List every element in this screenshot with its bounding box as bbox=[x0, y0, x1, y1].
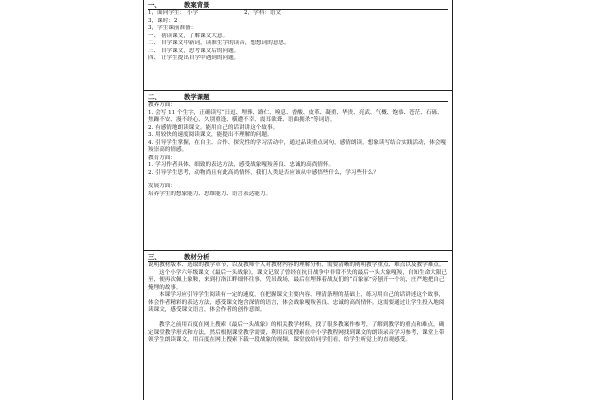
section-heading bbox=[148, 93, 448, 102]
section-background bbox=[144, 1, 452, 63]
section-title: 教案背景 bbox=[184, 1, 210, 9]
section-title: 教学课题 bbox=[184, 93, 210, 101]
knowledge-item: 2. 有感情地朗读课文。能用自己的话讲讲这个故事。 bbox=[148, 124, 279, 131]
education-title: 教育方面： bbox=[148, 154, 176, 161]
material-paragraph: 教学之前用百度在网上搜索《最后一头战象》的相关教学材料，找了很多教案作参考，了解到教学的重点和难点，确定课堂教学形式和方法，然后根据课堂教学需要，利用百度搜索在中小学教程网找到课文的朗读录音学习参考，课堂上带领学生朗读课文，用百度在网上搜索下载一段战象的视频，课堂放给同学们看，给学生听觉上的直观感受。 bbox=[148, 322, 445, 344]
prep-title: 3，学生课前准备： bbox=[148, 25, 197, 31]
knowledge-item: 3. 用较快的速度阅读课文，能提出不理解的问题。 bbox=[148, 132, 273, 138]
list-item: 一、 初读课文，了解课文大意。 bbox=[148, 32, 229, 39]
section-heading bbox=[148, 253, 448, 262]
material-intro: 说明教材版本、选取的教学章节，以及教师个人对教材内容的理解分析，需要清晰的阐明教学重点、难点以及教学难点。 bbox=[148, 262, 445, 268]
growth-text: 培养学生的想象能力、思维能力、语言表达能力。 bbox=[148, 190, 272, 197]
knowledge-item: 4. 引导学生掌握，在自主、合作、探究性的学习活动中，通过品读重点词句，感情朗读，想象读写结合实践活动，体会嘎羧崇高的情感。 bbox=[148, 139, 446, 153]
hours-text: 3，课时：2 bbox=[148, 17, 178, 24]
growth-title: 发展方面： bbox=[148, 183, 176, 189]
list-item: 二、 自学课文中新词，读准生字的读音，想想词的意思。 bbox=[148, 40, 290, 46]
section-number: 三、 bbox=[148, 253, 161, 261]
list-item: 四、 让学生提出自学中遇到的问题。 bbox=[148, 55, 240, 61]
knowledge-item: 1. 会写 11 个生字，正确读写“日逗、埋葬、路仁、嗅息、香酸、皮革、凝重、华贵、亮武、气概、饱恭、苍茫、石砾、焦躁不安、漫不经心、久别重逢、横遭不幸、震耳欲聋、语曲拥杀”等词语。 bbox=[148, 109, 443, 123]
section-number: 一、 bbox=[148, 1, 161, 9]
section-number: 二、 bbox=[148, 93, 161, 101]
education-item: 1. 学习作者具体、细致的表达方法，感受战象嘎羧善良、忠诚的高尚情怀。 bbox=[148, 162, 335, 168]
section-material bbox=[144, 253, 452, 345]
list-item: 三、 自学课文，思考课文后的问题。 bbox=[148, 47, 240, 54]
subject-text: 2，学科：语文 bbox=[244, 10, 282, 16]
material-paragraph: 这个小学六年级课文《最后一头战象》。课文记叙了曾经在抗日战争中非常不失的最后一头大象嘎羧，自知生命大限已至，便再次佩上象鞍，来到打洛江畔细怀往事，凭吊战场，最后在埋葬着战友们的“百象冢”旁刨开一个坑，庄严地把自己掩埋的故事。 bbox=[148, 269, 448, 291]
audience-text: 1，面向学生： 小学 bbox=[148, 10, 199, 16]
section-divider bbox=[144, 250, 452, 251]
lesson-plan-table bbox=[143, 0, 453, 400]
section-heading bbox=[148, 1, 448, 10]
section-topic bbox=[144, 93, 452, 198]
basic-info-row bbox=[148, 10, 448, 18]
knowledge-title: 教养方面： bbox=[148, 102, 176, 108]
section-title: 教材分析 bbox=[184, 253, 210, 261]
education-item: 2. 引导学生思考，动物尚且有此高尚情怀，我们人类是否应该从中感悟些什么，学习些什么？ bbox=[148, 169, 379, 176]
section-divider bbox=[144, 90, 452, 91]
material-paragraph: 本课学习应引导学生阅读有一定的速度，在把握课文主要内容、理清条理的基础上，练习用自己的话讲述这个故事，体会作者精彩的表达方法，感受课文饱含深情的语言，体会战象嘎羧善良、忠诚的高尚情怀。这需要通过让学生投入地阅读课文，感受课文语言，体会作者的创作意图。 bbox=[148, 292, 445, 314]
